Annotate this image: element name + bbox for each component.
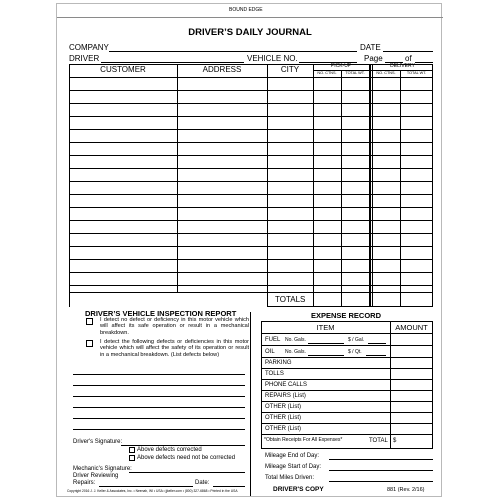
page-label: Page <box>364 54 383 63</box>
defect-line[interactable] <box>73 407 245 408</box>
phone-label: PHONE CALLS <box>265 382 308 388</box>
no-defect-text: I detect no defect or deficiency in this motor vehicle which will affect its safe operation or result in a mechanical breakdown. <box>100 317 249 336</box>
defects-found-checkbox[interactable] <box>86 340 93 347</box>
oil-gals-label: No. Gals. <box>285 349 306 355</box>
receipts-note: *Obtain Receipts For All Expenses* <box>264 437 343 443</box>
copyright-text: Copyright 2016 J. J. Keller & Associates, Inc. • Neenah, WI • USA • jjkeller.com • (800) 327-6868 • Printed in the USA <box>67 489 238 493</box>
oil-label: OIL <box>265 349 275 355</box>
table-row <box>69 155 433 156</box>
fuel-price-field[interactable] <box>368 343 386 344</box>
fuel-gals-label: No. Gals. <box>285 337 306 343</box>
defect-line[interactable] <box>73 429 245 430</box>
form-title: DRIVER’S DAILY JOURNAL <box>188 27 312 38</box>
repairs-expense-label: REPAIRS (List) <box>265 393 306 399</box>
fuel-gals-field[interactable] <box>308 343 344 344</box>
mileage-end-field[interactable] <box>329 459 433 460</box>
table-row <box>69 181 433 182</box>
defect-line[interactable] <box>73 385 245 386</box>
no-defect-checkbox[interactable] <box>86 318 93 325</box>
defect-line[interactable] <box>73 374 245 375</box>
other-label-1: OTHER (List) <box>265 404 301 410</box>
drivers-copy-label: DRIVER'S COPY <box>273 486 324 493</box>
bound-edge-line <box>57 17 443 18</box>
expense-title: EXPENSE RECORD <box>311 311 382 320</box>
fuel-label: FUEL <box>265 337 281 343</box>
form-number: 881 (Rev. 2/16) <box>387 487 425 493</box>
delivery-ctns-header: NO. CTNS. <box>376 71 396 75</box>
table-row <box>69 272 433 273</box>
table-row <box>69 259 433 260</box>
defects-found-text: I detect the following defects or deficiencies in this motor vehicle which will affect the safety of its operation or result in a mechanical breakdown. (List defects below) <box>100 339 249 358</box>
parking-label: PARKING <box>265 360 292 366</box>
company-field[interactable] <box>109 51 357 52</box>
other-label-3: OTHER (List) <box>265 426 301 432</box>
inspection-title: DRIVER’S VEHICLE INSPECTION REPORT <box>85 309 237 318</box>
mileage-end-label: Mileage End of Day: <box>265 453 320 459</box>
table-row <box>69 142 433 143</box>
mileage-start-label: Mileage Start of Day: <box>265 464 322 470</box>
defects-not-needed-label: Above defects need not be corrected <box>137 455 236 461</box>
company-label: COMPANY <box>69 43 109 52</box>
other-label-2: OTHER (List) <box>265 415 301 421</box>
total-miles-field[interactable] <box>329 481 433 482</box>
city-header: CITY <box>280 65 300 74</box>
oil-price-field[interactable] <box>366 355 386 356</box>
bound-edge-label: BOUND EDGE <box>229 7 263 13</box>
driver-signature-label: Driver's Signature: <box>73 439 123 445</box>
pickup-wt-header: TOTAL WT. <box>345 71 365 75</box>
total-miles-label: Total Miles Driven: <box>265 475 315 481</box>
defects-corrected-label: Above defects corrected <box>137 447 202 453</box>
item-header: ITEM <box>316 323 335 332</box>
table-row <box>69 285 433 286</box>
defects-corrected-checkbox[interactable] <box>129 447 135 453</box>
table-row <box>69 116 433 117</box>
table-row <box>69 194 433 195</box>
journal-form <box>56 3 442 497</box>
vehicle-label: VEHICLE NO. <box>247 54 298 63</box>
inspection-date-field[interactable] <box>213 486 245 487</box>
oil-price-label: $ / Qt. <box>348 349 362 355</box>
oil-gals-field[interactable] <box>308 355 344 356</box>
page-total-field[interactable] <box>415 62 433 63</box>
delivery-wt-header: TOTAL WT. <box>406 71 427 75</box>
mechanic-signature-field[interactable] <box>129 472 245 473</box>
driver-field[interactable] <box>101 62 244 63</box>
mileage-start-field[interactable] <box>329 470 433 471</box>
driver-label: DRIVER <box>69 54 100 63</box>
table-row <box>69 220 433 221</box>
inspection-date-label: Date: <box>195 480 210 486</box>
table-row <box>69 207 433 208</box>
table-row <box>69 168 433 169</box>
date-label: DATE <box>360 43 381 52</box>
table-row <box>69 90 433 91</box>
mechanic-signature-label: Mechanic's Signature: <box>73 466 132 472</box>
defects-not-needed-checkbox[interactable] <box>129 455 135 461</box>
table-row <box>69 246 433 247</box>
of-label: of <box>405 54 412 63</box>
total-label: TOTAL <box>369 438 388 444</box>
tolls-label: TOLLS <box>265 371 284 377</box>
defect-line[interactable] <box>73 418 245 419</box>
pickup-ctns-header: NO. CTNS. <box>317 71 337 75</box>
total-dollar-sign: $ <box>393 438 397 444</box>
repairs-label: Repairs: <box>73 480 96 486</box>
date-field[interactable] <box>383 51 433 52</box>
table-row <box>69 129 433 130</box>
driver-signature-field[interactable] <box>121 445 245 446</box>
pickup-header: PICK-UP <box>330 63 352 69</box>
table-row <box>69 233 433 234</box>
table-row <box>69 103 433 104</box>
address-header: ADDRESS <box>202 65 242 74</box>
customer-header: CUSTOMER <box>100 65 146 74</box>
delivery-header: DELIVERY <box>390 63 415 69</box>
journal-table <box>69 64 433 307</box>
totals-label: TOTALS <box>275 295 306 304</box>
driver-reviewing-label: Driver Reviewing <box>73 473 119 479</box>
defect-line[interactable] <box>73 396 245 397</box>
fuel-price-label: $ / Gal. <box>348 337 365 343</box>
repairs-signature-field[interactable] <box>99 486 193 487</box>
amount-header: AMOUNT <box>395 323 428 332</box>
